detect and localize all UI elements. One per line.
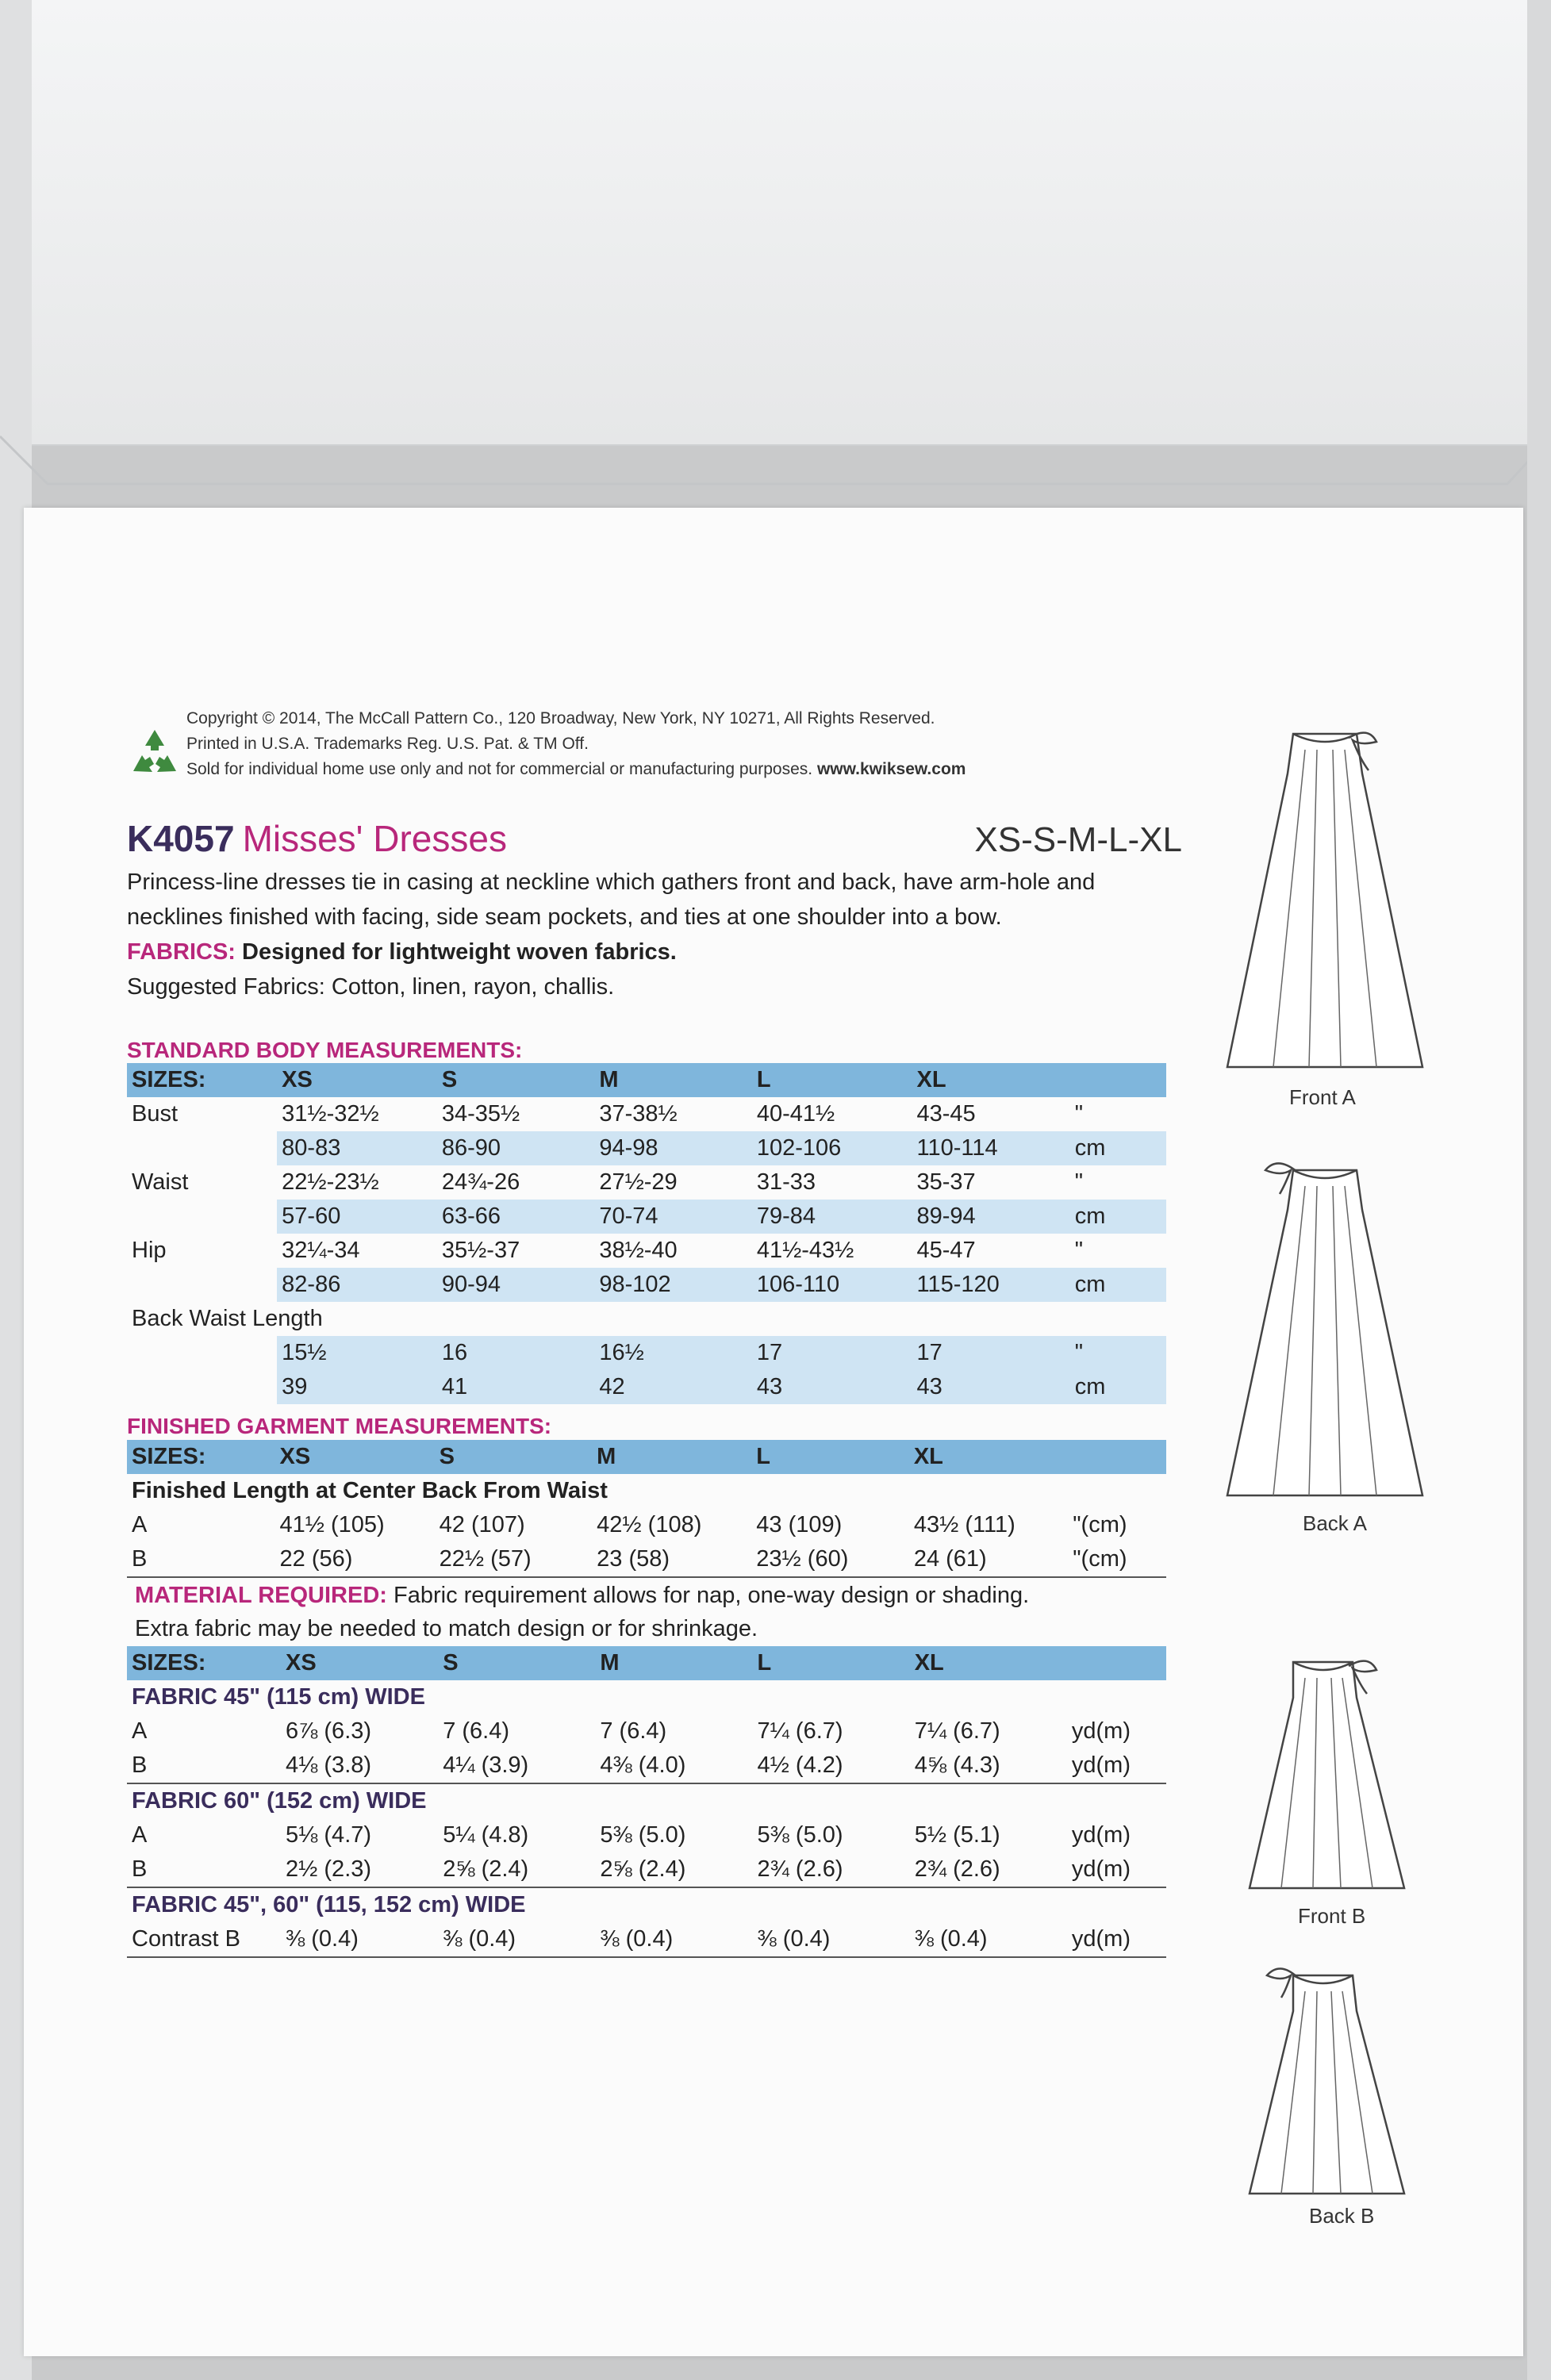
yardage-row xyxy=(127,1714,1166,1749)
yardage-row xyxy=(127,1818,1166,1852)
value-cell: 5½ (5.1) xyxy=(914,1822,1000,1848)
value-cell: 24¾-26 xyxy=(441,1169,520,1195)
value-cell: L xyxy=(752,1063,912,1097)
value-cell: 4⅜ (4.0) xyxy=(595,1749,752,1783)
value-cell: 7 (6.4) xyxy=(600,1718,667,1744)
value-cell: S xyxy=(437,1063,594,1097)
value-cell: 23 (58) xyxy=(592,1542,751,1577)
value-cell: 110-114 xyxy=(912,1131,1070,1165)
unit-cell: " xyxy=(1074,1101,1084,1127)
recycle-icon xyxy=(127,727,182,782)
unit-cell xyxy=(1068,1440,1166,1474)
value-cell: 5⅛ (4.7) xyxy=(286,1822,372,1848)
row-label: SIZES: xyxy=(127,1646,281,1680)
value-cell: 15½ xyxy=(277,1336,437,1370)
row-label: Finished Length at Center Back From Waist xyxy=(132,1478,608,1503)
unit-cell: " xyxy=(1074,1238,1084,1263)
front-a-illustration xyxy=(1218,718,1432,1083)
value-cell: 43 xyxy=(752,1370,912,1404)
finished-measurements-table xyxy=(127,1440,1166,1578)
value-cell: 17 xyxy=(752,1336,912,1370)
row-label: B xyxy=(127,1852,281,1887)
usage-line xyxy=(186,757,966,782)
value-cell: 2⅝ (2.4) xyxy=(595,1852,752,1887)
value-cell: ⅜ (0.4) xyxy=(281,1922,438,1957)
value-cell: 40-41½ xyxy=(756,1101,835,1127)
value-cell: ⅜ (0.4) xyxy=(438,1922,595,1957)
pattern-description xyxy=(127,865,1174,1004)
value-cell: 7¼ (6.7) xyxy=(914,1718,1000,1744)
measurement-row xyxy=(127,1165,1166,1200)
size-range: XS-S-M-L-XL xyxy=(974,820,1182,859)
fabrics-line xyxy=(127,935,1174,969)
value-cell: 45-47 xyxy=(916,1238,976,1263)
pattern-name: Misses' Dresses xyxy=(242,818,507,859)
yardage-row xyxy=(127,1749,1166,1783)
suggested-fabrics: Suggested Fabrics: Cotton, linen, rayon, challis. xyxy=(127,974,615,1000)
measurement-row xyxy=(127,1131,1166,1165)
usage-text: Sold for individual home use only and not for commercial or manufacturing purposes. xyxy=(186,760,813,778)
copyright-block xyxy=(186,706,966,782)
value-cell: ⅜ (0.4) xyxy=(595,1922,752,1957)
measurement-row xyxy=(127,1268,1166,1302)
finished-row xyxy=(127,1542,1166,1577)
value-cell: 22½-23½ xyxy=(282,1169,379,1195)
fabrics-label: FABRICS: xyxy=(127,939,236,965)
value-cell: 2½ (2.3) xyxy=(281,1852,438,1887)
row-label xyxy=(127,1370,277,1404)
value-cell: 89-94 xyxy=(912,1200,1070,1234)
fabric-width-row xyxy=(127,1680,1166,1714)
back-a-illustration xyxy=(1218,1146,1432,1511)
row-label: A xyxy=(132,1822,148,1848)
value-cell: 57-60 xyxy=(277,1200,437,1234)
fabric-width-row xyxy=(127,1783,1166,1818)
row-label: SIZES: xyxy=(127,1440,275,1474)
material-required-note xyxy=(135,1579,1029,1645)
view-label-front-b: Front B xyxy=(1298,1904,1366,1928)
yardage-row xyxy=(127,1922,1166,1957)
value-cell: 43½ (111) xyxy=(913,1512,1015,1537)
measurement-row xyxy=(127,1097,1166,1131)
material-label: MATERIAL REQUIRED: xyxy=(135,1583,387,1608)
value-cell: 39 xyxy=(277,1370,437,1404)
subheading-row xyxy=(127,1474,1166,1508)
view-label-back-a: Back A xyxy=(1303,1511,1367,1535)
value-cell: 16 xyxy=(437,1336,594,1370)
unit-cell: cm xyxy=(1070,1131,1166,1165)
envelope-edge-right xyxy=(1527,0,1551,2380)
unit-cell: yd(m) xyxy=(1071,1822,1131,1848)
pattern-code: K4057 xyxy=(127,818,235,859)
back-b-illustration xyxy=(1238,1952,1420,2205)
row-label: FABRIC 45" (115 cm) WIDE xyxy=(132,1684,425,1710)
value-cell: 70-74 xyxy=(594,1200,751,1234)
value-cell: 42½ (108) xyxy=(597,1512,702,1537)
value-cell: XS xyxy=(281,1646,438,1680)
material-note2: Extra fabric may be needed to match design or for shrinkage. xyxy=(135,1616,758,1641)
value-cell: M xyxy=(595,1646,752,1680)
value-cell: 79-84 xyxy=(752,1200,912,1234)
material-note1: Fabric requirement allows for nap, one-way design or shading. xyxy=(394,1583,1030,1608)
value-cell: 82-86 xyxy=(277,1268,437,1302)
value-cell: S xyxy=(435,1440,593,1474)
measurement-row xyxy=(127,1336,1166,1370)
subheading-row xyxy=(127,1302,1166,1336)
value-cell: 42 (107) xyxy=(439,1512,525,1537)
row-label: SIZES: xyxy=(127,1063,277,1097)
value-cell: 2¾ (2.6) xyxy=(753,1852,910,1887)
row-label: A xyxy=(132,1512,148,1537)
value-cell: 6⅞ (6.3) xyxy=(286,1718,372,1744)
pattern-title xyxy=(127,817,1182,865)
printed-line: Printed in U.S.A. Trademarks Reg. U.S. Pat. & TM Off. xyxy=(186,735,589,753)
value-cell: 5⅜ (5.0) xyxy=(600,1822,686,1848)
value-cell: 4¼ (3.9) xyxy=(438,1749,595,1783)
yardage-row xyxy=(127,1852,1166,1887)
unit-cell: cm xyxy=(1070,1268,1166,1302)
value-cell: L xyxy=(753,1646,910,1680)
value-cell: 7¼ (6.7) xyxy=(757,1718,843,1744)
unit-cell: cm xyxy=(1070,1200,1166,1234)
value-cell: M xyxy=(594,1063,751,1097)
finished-row xyxy=(127,1508,1166,1542)
value-cell: XS xyxy=(277,1063,437,1097)
unit-cell xyxy=(1067,1646,1166,1680)
value-cell: XL xyxy=(910,1646,1067,1680)
row-label: Contrast B xyxy=(127,1922,281,1957)
unit-cell: "(cm) xyxy=(1073,1512,1127,1537)
value-cell: 80-83 xyxy=(277,1131,437,1165)
row-label: Waist xyxy=(132,1169,189,1195)
value-cell: 4½ (4.2) xyxy=(753,1749,910,1783)
value-cell: 2¾ (2.6) xyxy=(910,1852,1067,1887)
unit-cell: " xyxy=(1070,1336,1166,1370)
measurement-row xyxy=(127,1370,1166,1404)
value-cell: 43 (109) xyxy=(756,1512,843,1537)
unit-cell: yd(m) xyxy=(1071,1718,1131,1744)
value-cell: ⅜ (0.4) xyxy=(753,1922,910,1957)
body-measurements-table xyxy=(127,1063,1166,1404)
value-cell: 115-120 xyxy=(912,1268,1070,1302)
value-cell: 31½-32½ xyxy=(282,1101,379,1127)
material-required-table xyxy=(127,1646,1166,1958)
view-label-back-b: Back B xyxy=(1309,2204,1375,2228)
value-cell: 34-35½ xyxy=(441,1101,520,1127)
row-label xyxy=(127,1200,277,1234)
value-cell: 5⅜ (5.0) xyxy=(757,1822,843,1848)
value-cell: 102-106 xyxy=(752,1131,912,1165)
value-cell: 63-66 xyxy=(437,1200,594,1234)
value-cell: 5¼ (4.8) xyxy=(443,1822,529,1848)
row-label xyxy=(127,1336,277,1370)
row-label: Hip xyxy=(132,1238,167,1263)
value-cell: 43-45 xyxy=(916,1101,976,1127)
row-label: B xyxy=(127,1542,275,1577)
value-cell: 16½ xyxy=(594,1336,751,1370)
view-label-front-a: Front A xyxy=(1289,1085,1356,1109)
unit-cell: cm xyxy=(1070,1370,1166,1404)
value-cell: 7 (6.4) xyxy=(443,1718,510,1744)
material-note-line1 xyxy=(135,1579,1029,1612)
value-cell: M xyxy=(592,1440,751,1474)
value-cell: 22½ (57) xyxy=(435,1542,593,1577)
value-cell: 4⅝ (4.3) xyxy=(910,1749,1067,1783)
value-cell: 43 xyxy=(912,1370,1070,1404)
value-cell: L xyxy=(751,1440,909,1474)
copyright-line: Copyright © 2014, The McCall Pattern Co., 120 Broadway, New York, NY 10271, All Rights Reserved. xyxy=(186,709,935,727)
value-cell: 42 xyxy=(594,1370,751,1404)
fabric-width-row xyxy=(127,1887,1166,1922)
value-cell: 86-90 xyxy=(437,1131,594,1165)
value-cell: XL xyxy=(909,1440,1068,1474)
finished-measurements-title: FINISHED GARMENT MEASUREMENTS: xyxy=(127,1414,552,1438)
description-text: Princess-line dresses tie in casing at neckline which gathers front and back, have arm-hole and necklines finished with facing, side seam pockets, and ties at one shoulder into a bow. xyxy=(127,869,1096,930)
value-cell: ⅜ (0.4) xyxy=(910,1922,1067,1957)
value-cell: 41½-43½ xyxy=(756,1238,854,1263)
value-cell: XL xyxy=(912,1063,1070,1097)
value-cell: 27½-29 xyxy=(599,1169,678,1195)
value-cell: XS xyxy=(275,1440,435,1474)
measurement-row xyxy=(127,1234,1166,1268)
value-cell: 23½ (60) xyxy=(751,1542,909,1577)
value-cell: 17 xyxy=(912,1336,1070,1370)
unit-cell: yd(m) xyxy=(1067,1852,1166,1887)
value-cell: 37-38½ xyxy=(599,1101,678,1127)
value-cell: 22 (56) xyxy=(275,1542,435,1577)
envelope-flap xyxy=(32,0,1531,446)
value-cell: 94-98 xyxy=(594,1131,751,1165)
value-cell: 31-33 xyxy=(756,1169,816,1195)
fabrics-text: Designed for lightweight woven fabrics. xyxy=(242,939,677,965)
body-measurements-title: STANDARD BODY MEASUREMENTS: xyxy=(127,1038,523,1062)
row-label: FABRIC 60" (152 cm) WIDE xyxy=(132,1788,427,1814)
row-label: FABRIC 45", 60" (115, 152 cm) WIDE xyxy=(132,1892,526,1917)
value-cell: 2⅝ (2.4) xyxy=(438,1852,595,1887)
value-cell: 98-102 xyxy=(594,1268,751,1302)
value-cell: 106-110 xyxy=(752,1268,912,1302)
value-cell: S xyxy=(438,1646,595,1680)
value-cell: 90-94 xyxy=(437,1268,594,1302)
row-label: Back Waist Length xyxy=(132,1306,323,1331)
value-cell: 41 xyxy=(437,1370,594,1404)
unit-cell: "(cm) xyxy=(1068,1542,1166,1577)
unit-cell: yd(m) xyxy=(1067,1922,1166,1957)
value-cell: 41½ (105) xyxy=(279,1512,385,1537)
row-label: Bust xyxy=(132,1101,179,1127)
row-label xyxy=(127,1131,277,1165)
unit-cell: yd(m) xyxy=(1067,1749,1166,1783)
value-cell: 38½-40 xyxy=(599,1238,678,1263)
value-cell: 35-37 xyxy=(916,1169,976,1195)
website-link[interactable]: www.kwiksew.com xyxy=(816,760,966,778)
unit-cell xyxy=(1070,1063,1166,1097)
value-cell: 32¼-34 xyxy=(282,1238,360,1263)
value-cell: 35½-37 xyxy=(441,1238,520,1263)
sizes-header-row xyxy=(127,1063,1166,1097)
measurement-row xyxy=(127,1200,1166,1234)
front-b-illustration xyxy=(1238,1650,1420,1904)
unit-cell: " xyxy=(1074,1169,1084,1195)
sizes-header-row xyxy=(127,1646,1166,1680)
row-label: A xyxy=(132,1718,148,1744)
row-label xyxy=(127,1268,277,1302)
sizes-header-row xyxy=(127,1440,1166,1474)
value-cell: 24 (61) xyxy=(909,1542,1068,1577)
value-cell: 4⅛ (3.8) xyxy=(281,1749,438,1783)
row-label: B xyxy=(127,1749,281,1783)
